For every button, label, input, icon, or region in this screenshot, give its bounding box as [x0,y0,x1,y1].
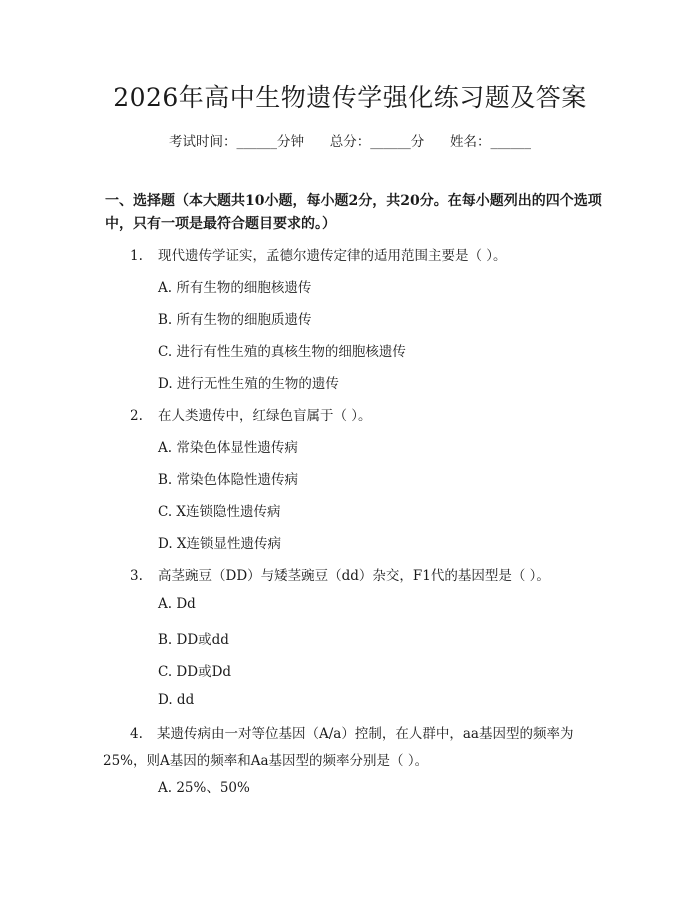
option-2d: D. X连锁显性遗传病 [158,536,282,552]
question-text: 在人类遗传中，红绿色盲属于（ ）。 [158,408,372,424]
exam-time-field: 考试时间：______分钟 [169,134,304,150]
question-text: 高茎豌豆（DD）与矮茎豌豆（dd）杂交，F1代的基因型是（ ）。 [158,568,550,584]
option-1c: C. 进行有性生殖的真核生物的细胞核遗传 [158,344,406,360]
question-text: 现代遗传学证实，孟德尔遗传定律的适用范围主要是（ ）。 [158,248,507,264]
page-title: 2026年高中生物遗传学强化练习题及答案 [113,83,587,112]
question-4 [103,721,598,775]
question-number: 2. [130,408,143,424]
question-2 [130,404,372,424]
option-3c: C. DD或Dd [158,664,232,680]
question-text: 某遗传病由一对等位基因（A/a）控制，在人群中，aa基因型的频率为25%，则A基因的频率和Aa基因型的频率分别是（ ）。 [103,726,574,769]
option-2a: A. 常染色体显性遗传病 [158,440,298,456]
option-4a: A. 25%、50% [158,780,250,796]
option-1b: B. 所有生物的细胞质遗传 [158,312,312,328]
option-3a: A. Dd [158,596,196,612]
question-3 [130,564,550,584]
question-number: 4. [130,726,143,742]
question-number: 1. [130,248,143,264]
option-2c: C. X连锁隐性遗传病 [158,504,281,520]
student-name-field: 姓名：______ [450,134,531,150]
section-heading: 一、选择题（本大题共10小题，每小题2分，共20分。在每小题列出的四个选项中，只有一项是最符合题目要求的。） [105,193,602,232]
option-1d: D. 进行无性生殖的生物的遗传 [158,376,339,392]
option-3b: B. DD或dd [158,632,229,648]
question-1 [130,244,507,264]
option-1a: A. 所有生物的细胞核遗传 [158,280,312,296]
total-score-field: 总分：______分 [329,134,425,150]
exam-info-line [0,130,700,150]
question-number: 3. [130,568,143,584]
option-3d: D. dd [158,692,195,708]
option-2b: B. 常染色体隐性遗传病 [158,472,299,488]
